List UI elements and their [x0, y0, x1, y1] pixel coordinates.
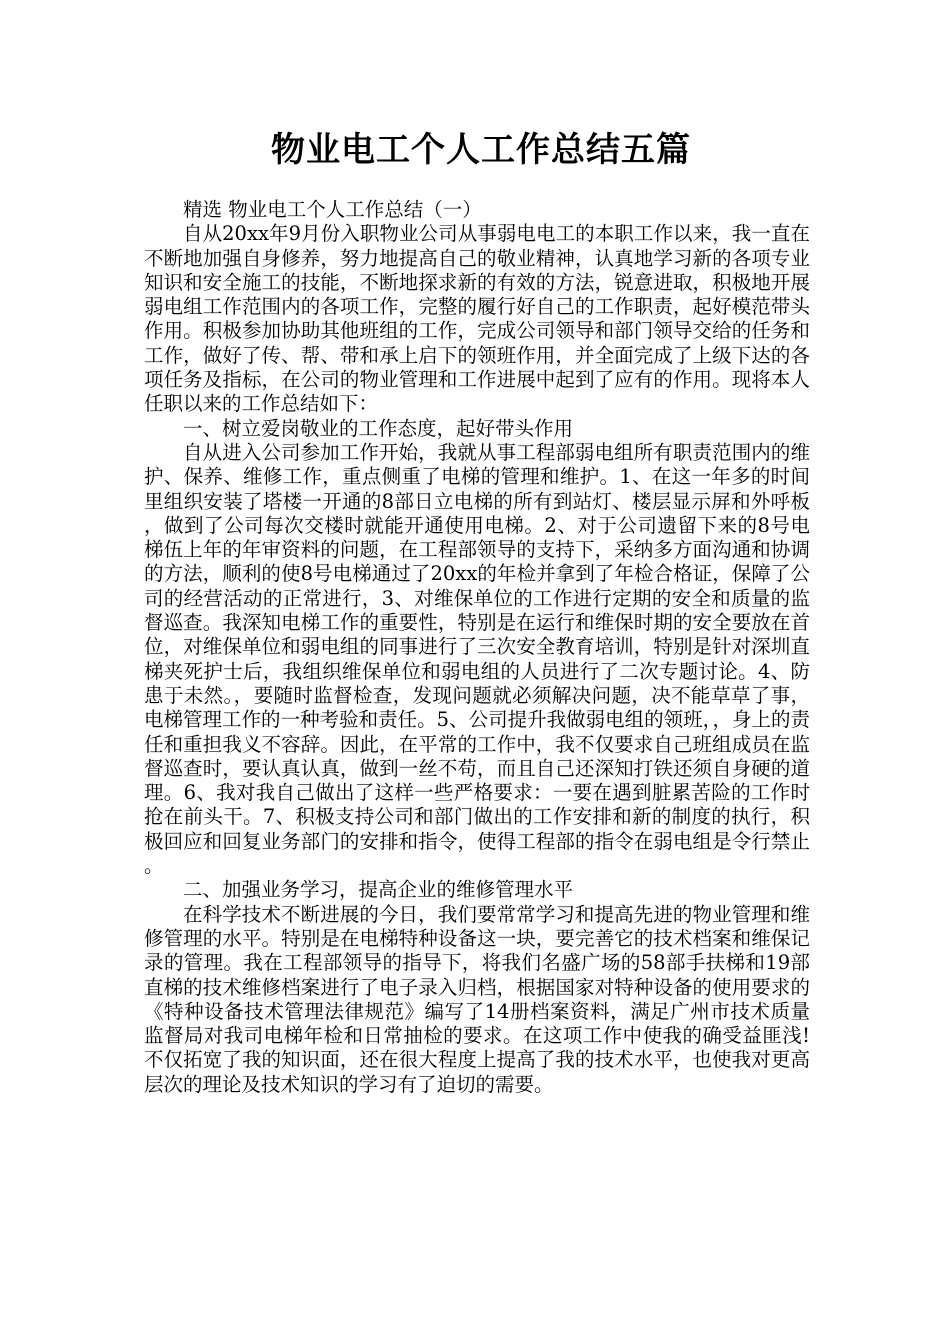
document-body	[144, 198, 810, 1097]
document-page	[144, 124, 810, 1097]
point-two-paragraph: 在科学技术不断进展的今日，我们要常常学习和提高先进的物业管理和维修管理的水平。特别是在电梯特种设备这一块，要完善它的技术档案和维保记录的管理。我在工程部领导的指导下，将我们名盛广场的58部手扶梯和19部直梯的技术维修档案进行了电子录入归档，根据国家对特种设备的使用要求的《特种设备技术管理法律规范》编写了14册档案资料，满足广州市技术质量监督局对我司电梯年检和日常抽检的要求。在这项工作中使我的确受益匪浅!不仅拓宽了我的知识面，还在很大程度上提高了我的技术水平，也使我对更高层次的理论及技术知识的学习有了迫切的需要。	[144, 902, 810, 1096]
intro-paragraph: 自从20xx年9月份入职物业公司从事弱电电工的本职工作以来，我一直在不断地加强自身修养，努力地提高自己的敬业精神，认真地学习新的各项专业知识和安全施工的技能，不断地探求新的有效的方法，锐意进取，积极地开展弱电组工作范围内的各项工作，完整的履行好自己的工作职责，起好模范带头作用。积极参加协助其他班组的工作，完成公司领导和部门领导交给的任务和工作，做好了传、帮、带和承上启下的领班作用，并全面完成了上级下达的各项任务及指标，在公司的物业管理和工作进展中起到了应有的作用。现将本人任职以来的工作总结如下：	[144, 222, 810, 416]
point-one-paragraph: 自从进入公司参加工作开始，我就从事工程部弱电组所有职责范围内的维护、保养、维修工作，重点侧重了电梯的管理和维护。1、在这一年多的时间里组织安装了塔楼一开通的8部日立电梯的所有到站灯、楼层显示屏和外呼板，做到了公司每次交楼时就能开通使用电梯。2、对于公司遗留下来的8号电梯伍上年的年审资料的问题，在工程部领导的支持下，采纳多方面沟通和协调的方法，顺利的使8号电梯通过了20xx的年检并拿到了年检合格证，保障了公司的经营活动的正常进行，3、对维保单位的工作进行定期的安全和质量的监督巡查。我深知电梯工作的重要性，特别是在运行和维保时期的安全要放在首位，对维保单位和弱电组的同事进行了三次安全教育培训，特别是针对深圳直梯夹死护士后，我组织维保单位和弱电组的人员进行了二次专题讨论。4、防患于未然。，要随时监督检查，发现问题就必须解决问题，决不能草草了事，电梯管理工作的一种考验和责任。5、公司提升我做弱电组的领班，，身上的责任和重担我义不容辞。因此，在平常的工作中，我不仅要求自己班组成员在监督巡查时，要认真认真，做到一丝不苟，而且自己还深知打铁还须自身硬的道理。6、我对我自己做出了这样一些严格要求：一要在遇到脏累苦险的工作时抢在前头干。7、积极支持公司和部门做出的工作安排和新的制度的执行，积极回应和回复业务部门的安排和指令，使得工程部的指令在弱电组是令行禁止。	[144, 440, 810, 878]
point-two-heading: 二、加强业务学习，提高企业的维修管理水平	[183, 878, 574, 902]
section-heading: 精选 物业电工个人工作总结（一）	[183, 198, 482, 221]
document-title: 物业电工个人工作总结五篇	[271, 130, 691, 170]
point-one-heading: 一、树立爱岗敬业的工作态度，起好带头作用	[183, 416, 574, 440]
